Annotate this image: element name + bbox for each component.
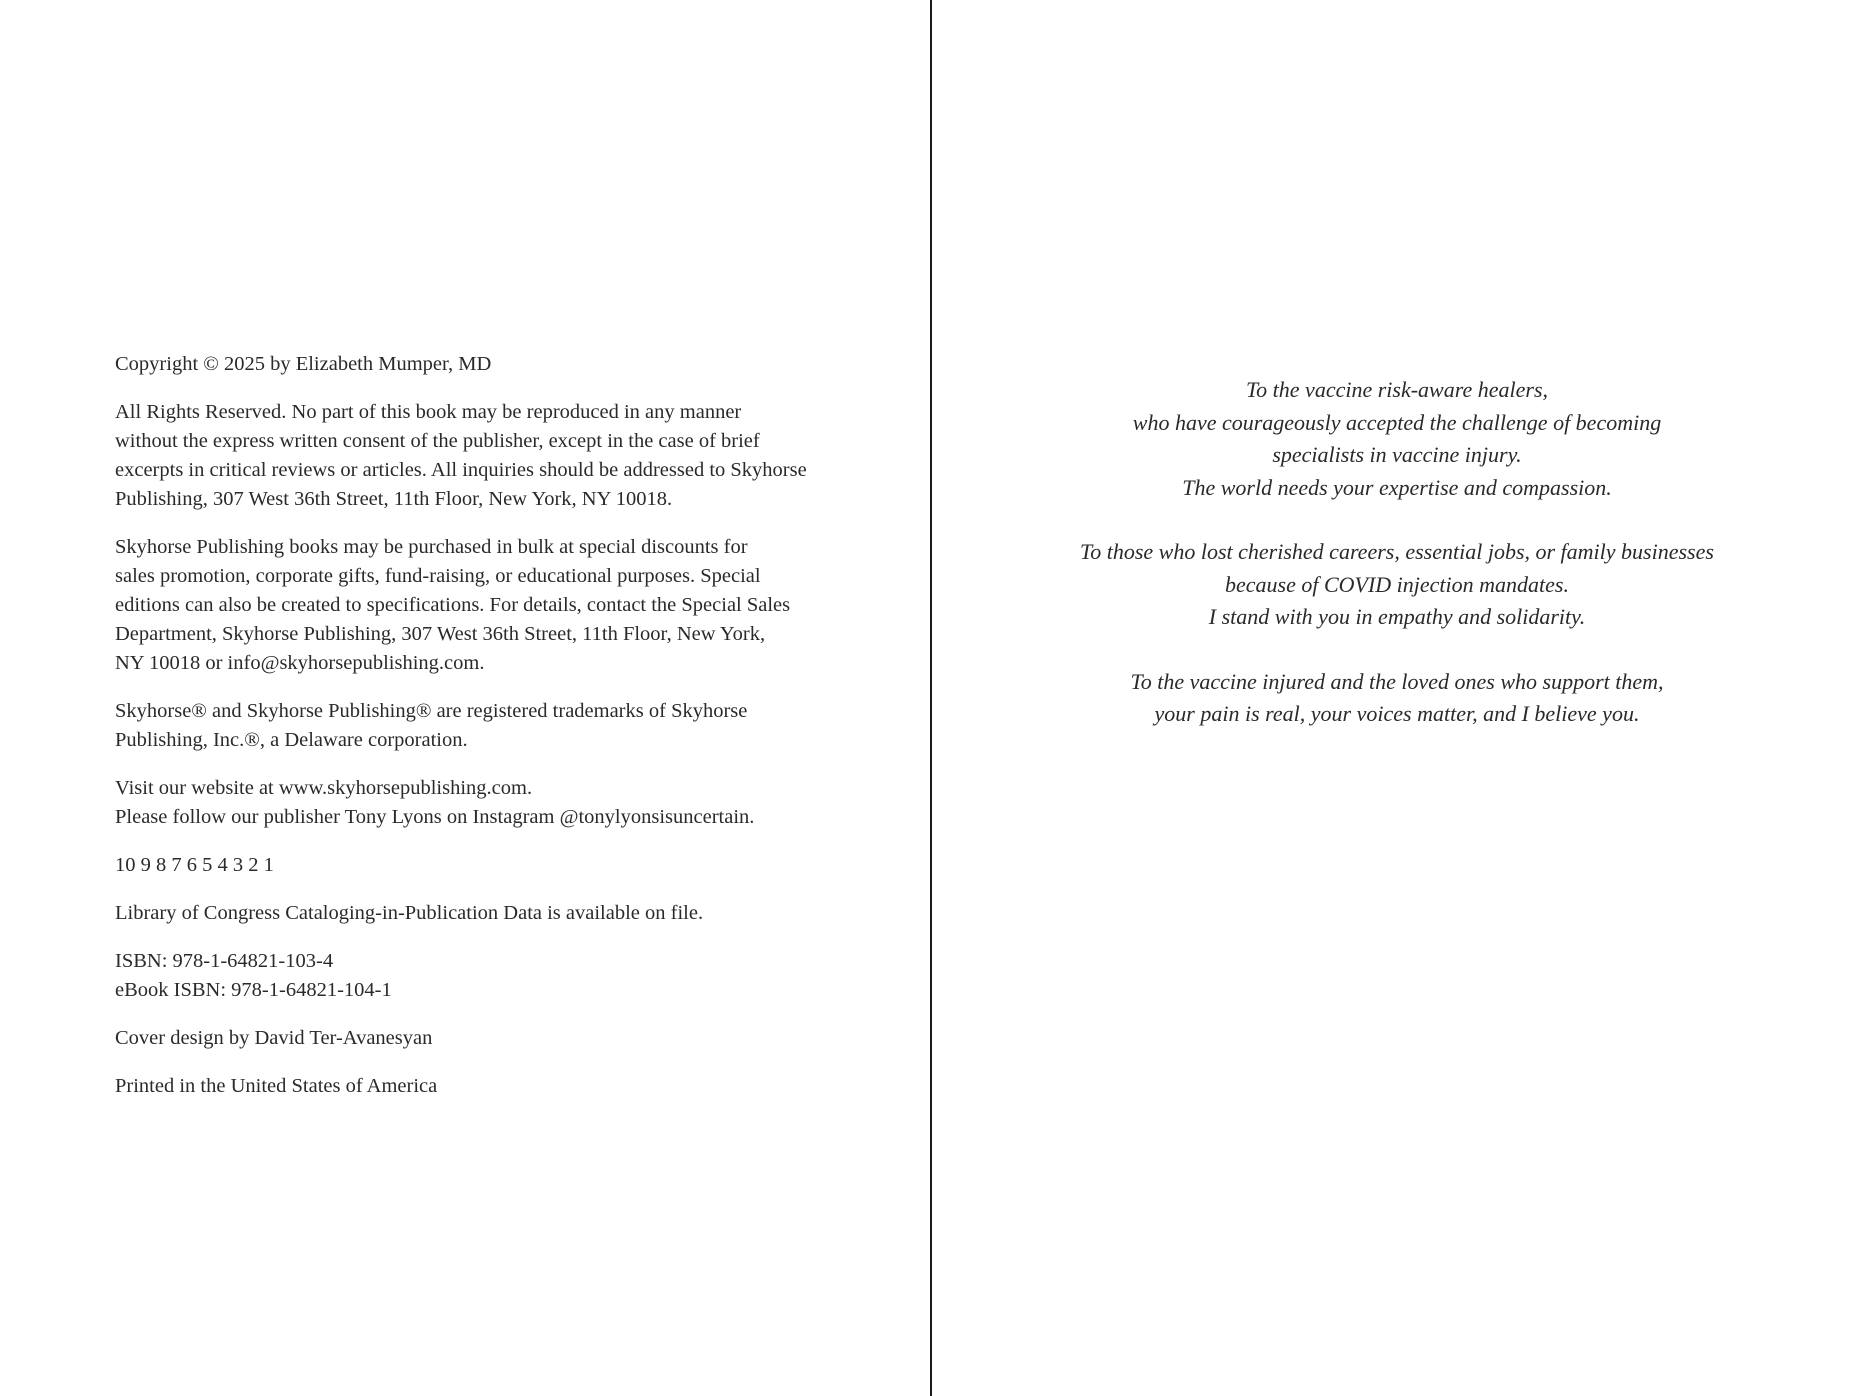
rights-line: excerpts in critical reviews or articles. All inquiries should be addressed to Skyhorse — [115, 459, 807, 481]
copyright-block — [115, 350, 835, 1120]
rights-line: Publishing, 307 West 36th Street, 11th Floor, New York, NY 10018. — [115, 488, 673, 510]
isbn-line: ISBN: 978-1-64821-103-4 — [115, 950, 334, 972]
dedication-page — [932, 0, 1862, 1396]
cip-paragraph — [115, 899, 835, 928]
bulk-line: sales promotion, corporate gifts, fund-raising, or educational purposes. Special — [115, 565, 761, 587]
dedication-line: who have courageously accepted the challenge of becoming — [1132, 409, 1662, 435]
isbn-paragraph — [115, 947, 835, 1005]
dedication-line: specialists in vaccine injury. — [1272, 442, 1522, 467]
rights-reserved-paragraph — [115, 398, 835, 514]
website-paragraph — [115, 774, 835, 832]
website-line: Visit our website at www.skyhorsepublishing.com. — [115, 777, 533, 799]
printed-in-paragraph — [115, 1072, 835, 1101]
dedication-line: To the vaccine risk-aware healers, — [1245, 377, 1549, 402]
bulk-line: Department, Skyhorse Publishing, 307 West 36th Street, 11th Floor, New York, — [115, 623, 766, 645]
dedication-line: To those who lost cherished careers, essential jobs, or family businesses — [1080, 539, 1714, 564]
printing-line: 10 9 8 7 6 5 4 3 2 1 — [115, 854, 274, 876]
copyright-line: Copyright © 2025 by Elizabeth Mumper, MD — [115, 353, 492, 375]
rights-line: without the express written consent of the publisher, except in the case of brief — [115, 430, 760, 452]
dedication-healers — [932, 374, 1862, 504]
dedication-line: your pain is real, your voices matter, and I believe you. — [1154, 701, 1640, 726]
dedication-block — [932, 374, 1862, 763]
bulk-line: Skyhorse Publishing books may be purchased in bulk at special discounts for — [115, 536, 748, 558]
trademark-line: Skyhorse® and Skyhorse Publishing® are registered trademarks of Skyhorse — [115, 700, 748, 722]
printing-line-paragraph — [115, 851, 835, 880]
instagram-line: Please follow our publisher Tony Lyons on Instagram @tonylyonsisuncertain. — [115, 806, 755, 828]
trademark-line: Publishing, Inc.®, a Delaware corporation. — [115, 729, 468, 751]
ebook-isbn-line: eBook ISBN: 978-1-64821-104-1 — [115, 979, 392, 1001]
cover-design-paragraph — [115, 1024, 835, 1053]
copyright-notice — [115, 350, 835, 379]
dedication-line: The world needs your expertise and compassion. — [1182, 474, 1612, 500]
rights-line: All Rights Reserved. No part of this book may be reproduced in any manner — [115, 401, 742, 423]
dedication-line: I stand with you in empathy and solidarity. — [1208, 604, 1586, 629]
dedication-mandates — [932, 536, 1862, 634]
bulk-line: editions can also be created to specifications. For details, contact the Special Sales — [115, 594, 791, 616]
dedication-line: To the vaccine injured and the loved ones who support them, — [1130, 668, 1664, 694]
printed-line: Printed in the United States of America — [115, 1075, 438, 1097]
trademark-paragraph — [115, 697, 835, 755]
copyright-page — [0, 0, 930, 1396]
cover-design-line: Cover design by David Ter-Avanesyan — [115, 1027, 433, 1049]
bulk-sales-paragraph — [115, 533, 835, 678]
dedication-line: because of COVID injection mandates. — [1225, 571, 1569, 597]
bulk-line: NY 10018 or info@skyhorsepublishing.com. — [115, 652, 485, 674]
dedication-injured — [932, 666, 1862, 731]
cip-line: Library of Congress Cataloging-in-Publication Data is available on file. — [115, 902, 704, 924]
